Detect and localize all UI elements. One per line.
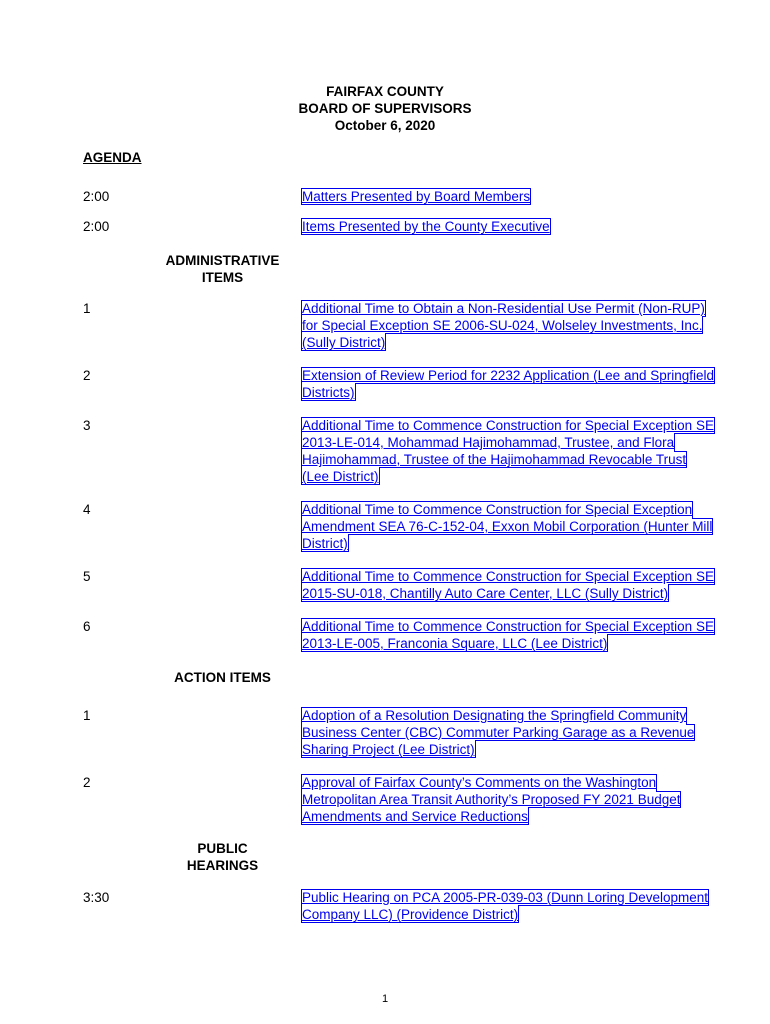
administrative-heading: ADMINISTRATIVE ITEMS (165, 253, 280, 285)
item-time: 2:00 (83, 189, 110, 204)
item-time: 3:30 (83, 890, 110, 905)
item-number: 6 (83, 619, 91, 634)
item-number: 4 (83, 502, 91, 517)
agenda-heading: AGENDA (83, 150, 142, 165)
item-number: 2 (83, 368, 91, 383)
link-action-item-1[interactable]: Adoption of a Resolution Designating the Springfield Community Business Center (CBC) Commuter Parking Garage as a Revenue Sharing Project (Lee District) (302, 708, 695, 757)
item-number: 2 (83, 775, 91, 790)
public-hearings-heading: PUBLIC HEARINGS (186, 841, 259, 873)
board-name: BOARD OF SUPERVISORS (298, 101, 472, 116)
county-name: FAIRFAX COUNTY (326, 84, 444, 99)
link-admin-item-2[interactable]: Extension of Review Period for 2232 Application (Lee and Springfield Districts) (302, 368, 715, 400)
meeting-date: October 6, 2020 (334, 118, 436, 133)
link-admin-item-6[interactable]: Additional Time to Commence Construction for Special Exception SE 2013-LE-005, Franconia Square, LLC (Lee District) (302, 619, 714, 651)
action-items-heading: ACTION ITEMS (174, 670, 271, 685)
link-matters-board-members[interactable]: Matters Presented by Board Members (302, 189, 531, 204)
item-number: 1 (83, 708, 91, 723)
item-number: 1 (83, 301, 91, 316)
item-time: 2:00 (83, 219, 110, 234)
link-admin-item-1[interactable]: Additional Time to Obtain a Non-Residential Use Permit (Non-RUP) for Special Exception SE 2006-SU-024, Wolseley Investments, Inc. (Sully District) (302, 301, 705, 350)
link-admin-item-4[interactable]: Additional Time to Commence Construction for Special Exception Amendment SEA 76-C-152-04, Exxon Mobil Corporation (Hunter Mill District) (302, 502, 713, 551)
link-public-hearing-1[interactable]: Public Hearing on PCA 2005-PR-039-03 (Dunn Loring Development Company LLC) (Providence District) (302, 890, 708, 922)
link-action-item-2[interactable]: Approval of Fairfax County’s Comments on the Washington Metropolitan Area Transit Authority’s Proposed FY 2021 Budget Amendments and Service Reductions (302, 775, 681, 824)
link-admin-item-3[interactable]: Additional Time to Commence Construction for Special Exception SE 2013-LE-014, Mohammad Hajimohammad, Trustee, and Flora Hajimohammad, Trustee of the Hajimohammad Revocable Trust (Lee District) (302, 418, 714, 484)
item-number: 3 (83, 418, 91, 433)
link-admin-item-5[interactable]: Additional Time to Commence Construction for Special Exception SE 2015-SU-018, Chantilly Auto Care Center, LLC (Sully District) (302, 569, 714, 601)
link-items-county-executive[interactable]: Items Presented by the County Executive (302, 219, 550, 234)
page-number: 1 (381, 993, 389, 1005)
item-number: 5 (83, 569, 91, 584)
